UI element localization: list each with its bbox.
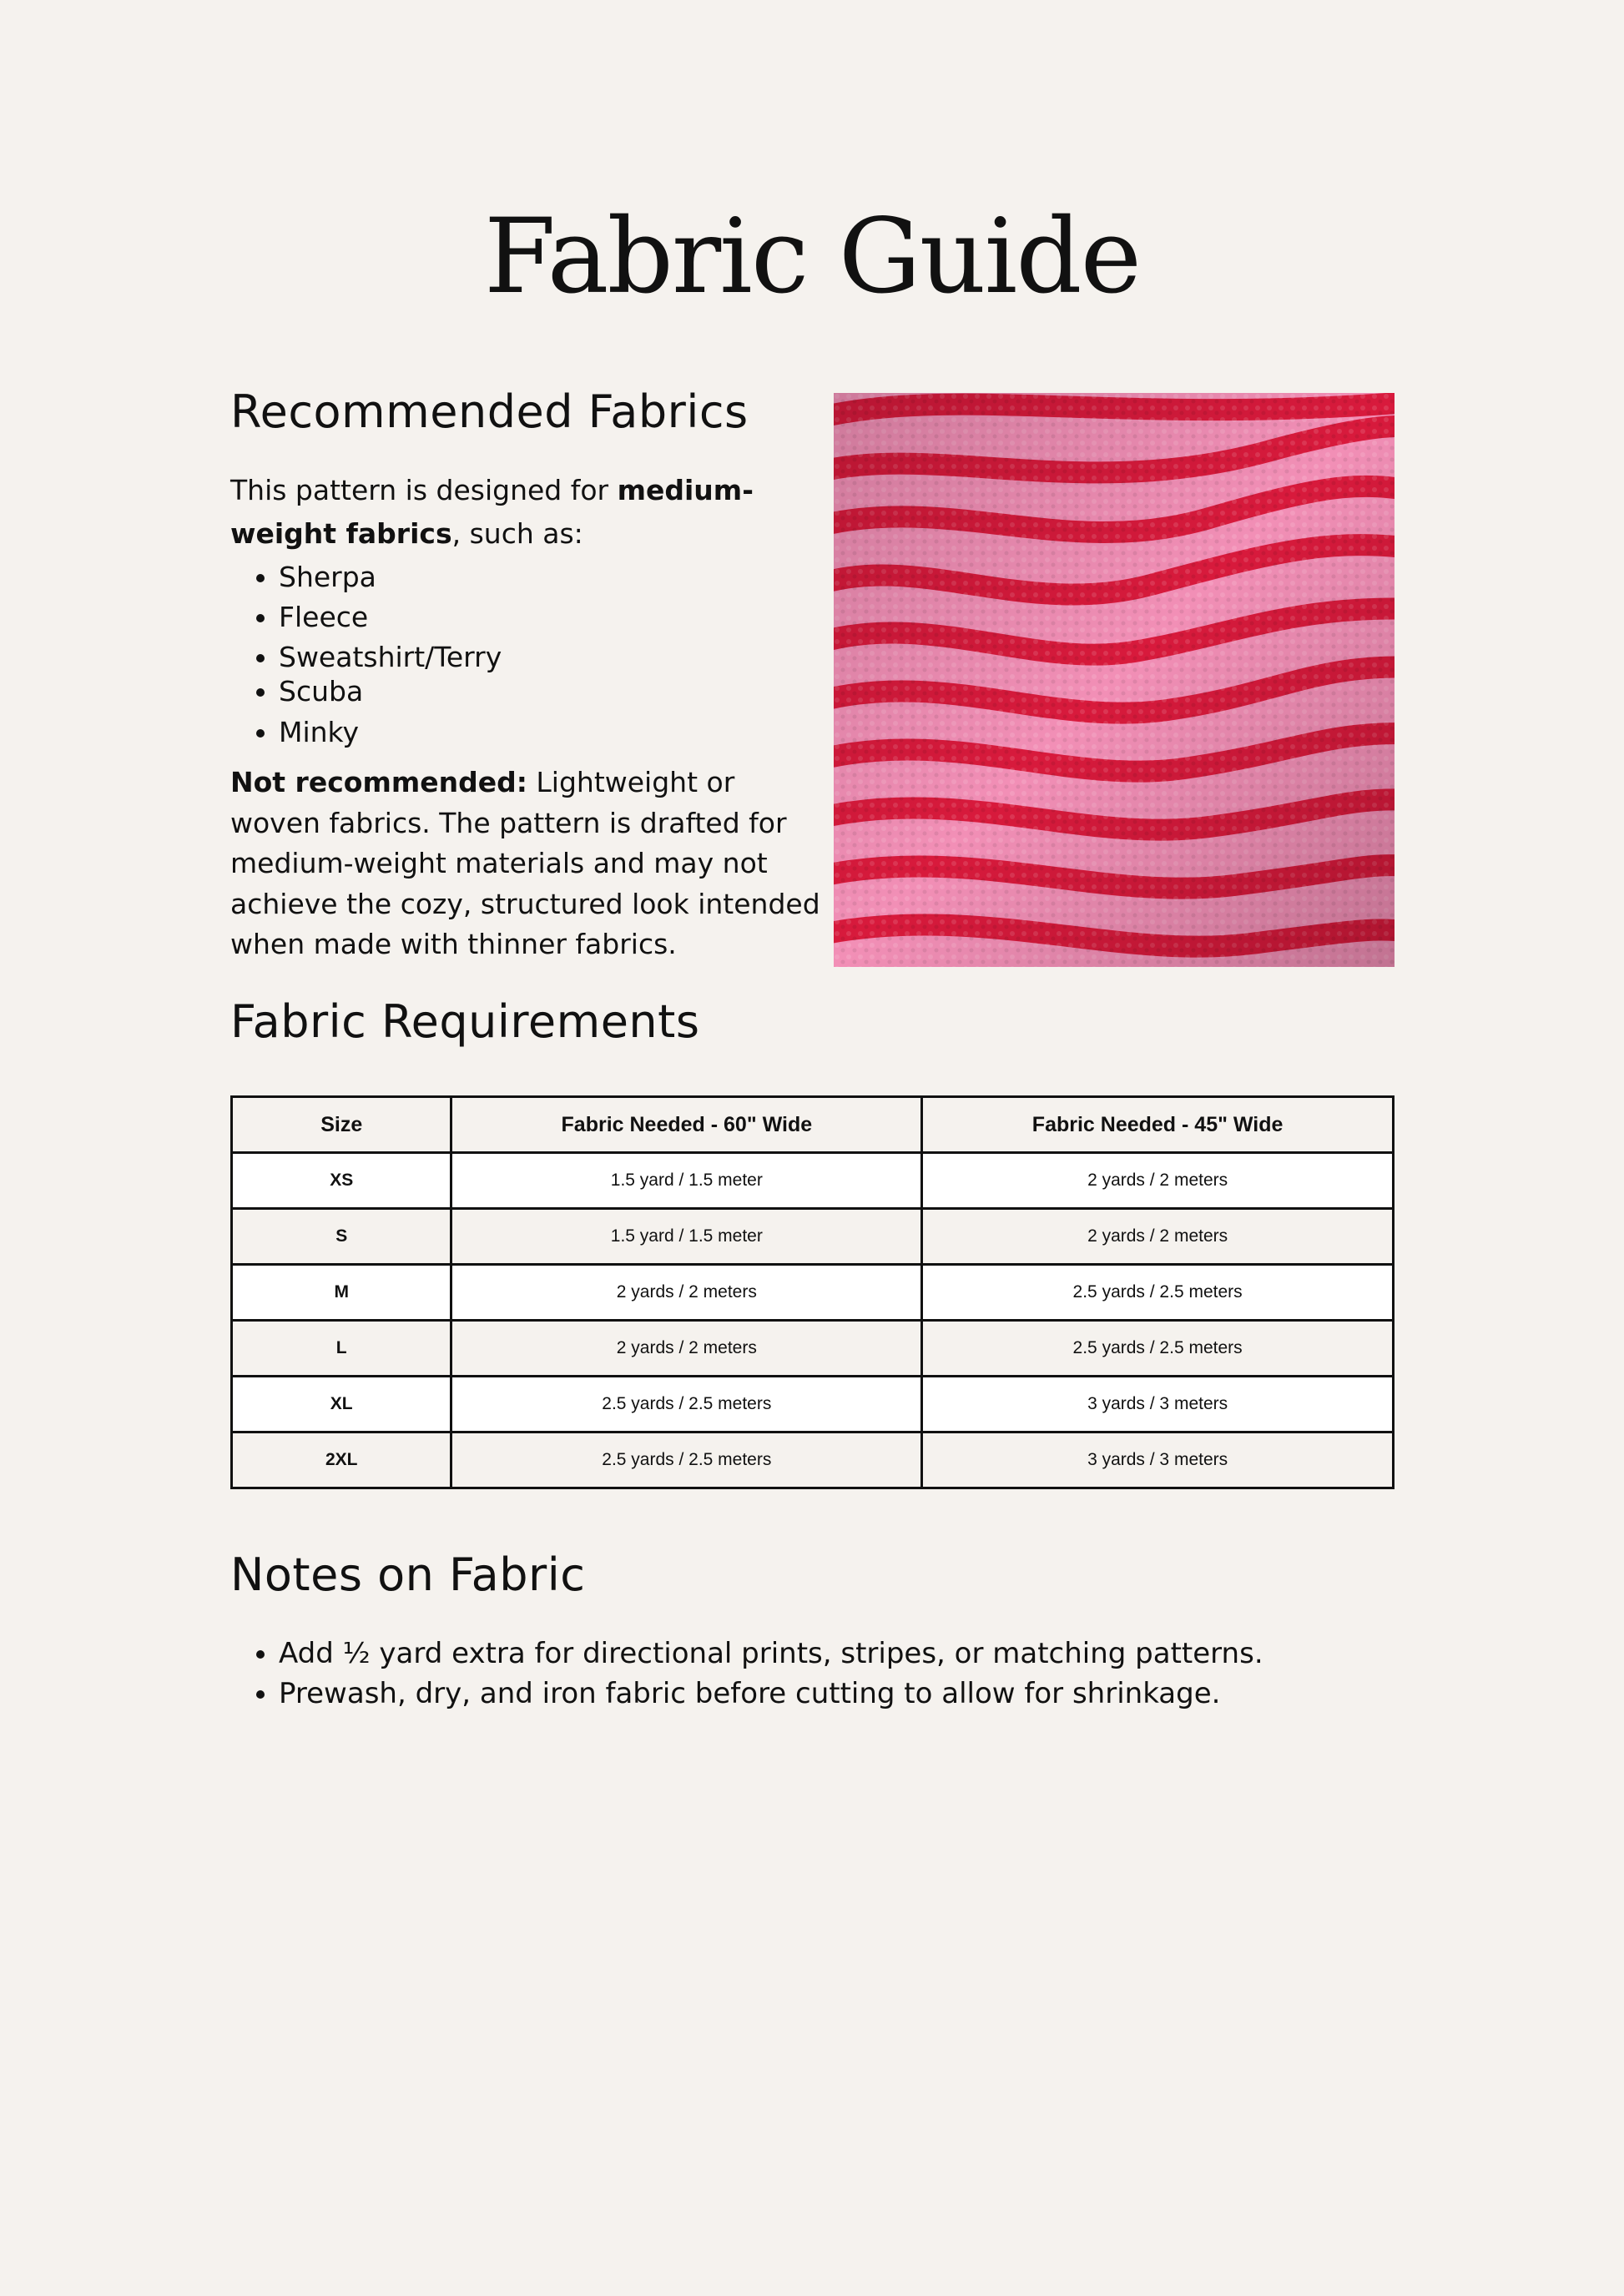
intro-prefix: This pattern is designed for	[230, 474, 618, 506]
list-item: • Add ½ yard extra for directional prints, stripes, or matching patterns.	[279, 1634, 1263, 1674]
table-row	[232, 1432, 1394, 1488]
intro-bold: medium-weight fabrics	[230, 474, 754, 550]
fabric-60-cell: 2.5 yards / 2.5 meters	[451, 1377, 922, 1432]
list-item: • Fleece	[279, 597, 502, 637]
column-header-60-wide: Fabric Needed - 60" Wide	[451, 1097, 922, 1153]
fabric-45-cell: 2.5 yards / 2.5 meters	[922, 1321, 1394, 1377]
fabric-45-cell: 2 yards / 2 meters	[922, 1153, 1394, 1209]
fabric-45-cell: 2.5 yards / 2.5 meters	[922, 1265, 1394, 1321]
table-header-row	[232, 1097, 1394, 1153]
fabric-60-cell: 1.5 yard / 1.5 meter	[451, 1153, 922, 1209]
table-row	[232, 1321, 1394, 1377]
list-item: • Sweatshirt/Terry	[279, 639, 502, 676]
list-item: • Minky	[279, 712, 502, 753]
list-item: • Prewash, dry, and iron fabric before cutting to allow for shrinkage.	[279, 1674, 1263, 1714]
notes-heading: Notes on Fabric	[230, 1548, 586, 1601]
size-cell: M	[232, 1265, 451, 1321]
table-row	[232, 1209, 1394, 1265]
fabric-45-cell: 3 yards / 3 meters	[922, 1377, 1394, 1432]
fabric-60-cell: 2 yards / 2 meters	[451, 1265, 922, 1321]
size-cell: S	[232, 1209, 451, 1265]
size-cell: 2XL	[232, 1432, 451, 1488]
table-row	[232, 1265, 1394, 1321]
table-row	[232, 1153, 1394, 1209]
fabric-45-cell: 3 yards / 3 meters	[922, 1432, 1394, 1488]
requirements-heading: Fabric Requirements	[230, 995, 700, 1048]
size-cell: L	[232, 1321, 451, 1377]
not-recommended-text: Lightweight or woven fabrics. The pattern is drafted for medium-weight materials and may not achieve the cozy, structured look intended when made with thinner fabrics.	[230, 766, 820, 960]
fabric-60-cell: 2.5 yards / 2.5 meters	[451, 1432, 922, 1488]
fabric-60-cell: 2 yards / 2 meters	[451, 1321, 922, 1377]
size-cell: XS	[232, 1153, 451, 1209]
table-row	[232, 1377, 1394, 1432]
page-title: Fabric Guide	[483, 197, 1141, 317]
fabric-list	[230, 557, 502, 753]
fabric-60-cell: 1.5 yard / 1.5 meter	[451, 1209, 922, 1265]
list-item: • Sherpa	[279, 557, 502, 597]
not-recommended-label: Not recommended:	[230, 766, 527, 798]
sherpa-stripe-image	[834, 393, 1395, 967]
intro-suffix: , such as:	[451, 517, 583, 550]
column-header-45-wide: Fabric Needed - 45" Wide	[922, 1097, 1394, 1153]
notes-list	[230, 1634, 1263, 1714]
list-item: • Scuba	[279, 676, 502, 707]
column-header-size: Size	[232, 1097, 451, 1153]
recommended-intro	[230, 469, 815, 556]
fabric-45-cell: 2 yards / 2 meters	[922, 1209, 1394, 1265]
recommended-heading: Recommended Fabrics	[230, 385, 749, 438]
fabric-photo	[834, 393, 1395, 967]
not-recommended-note	[230, 763, 823, 965]
size-cell: XL	[232, 1377, 451, 1432]
fabric-requirements-table	[230, 1095, 1395, 1489]
